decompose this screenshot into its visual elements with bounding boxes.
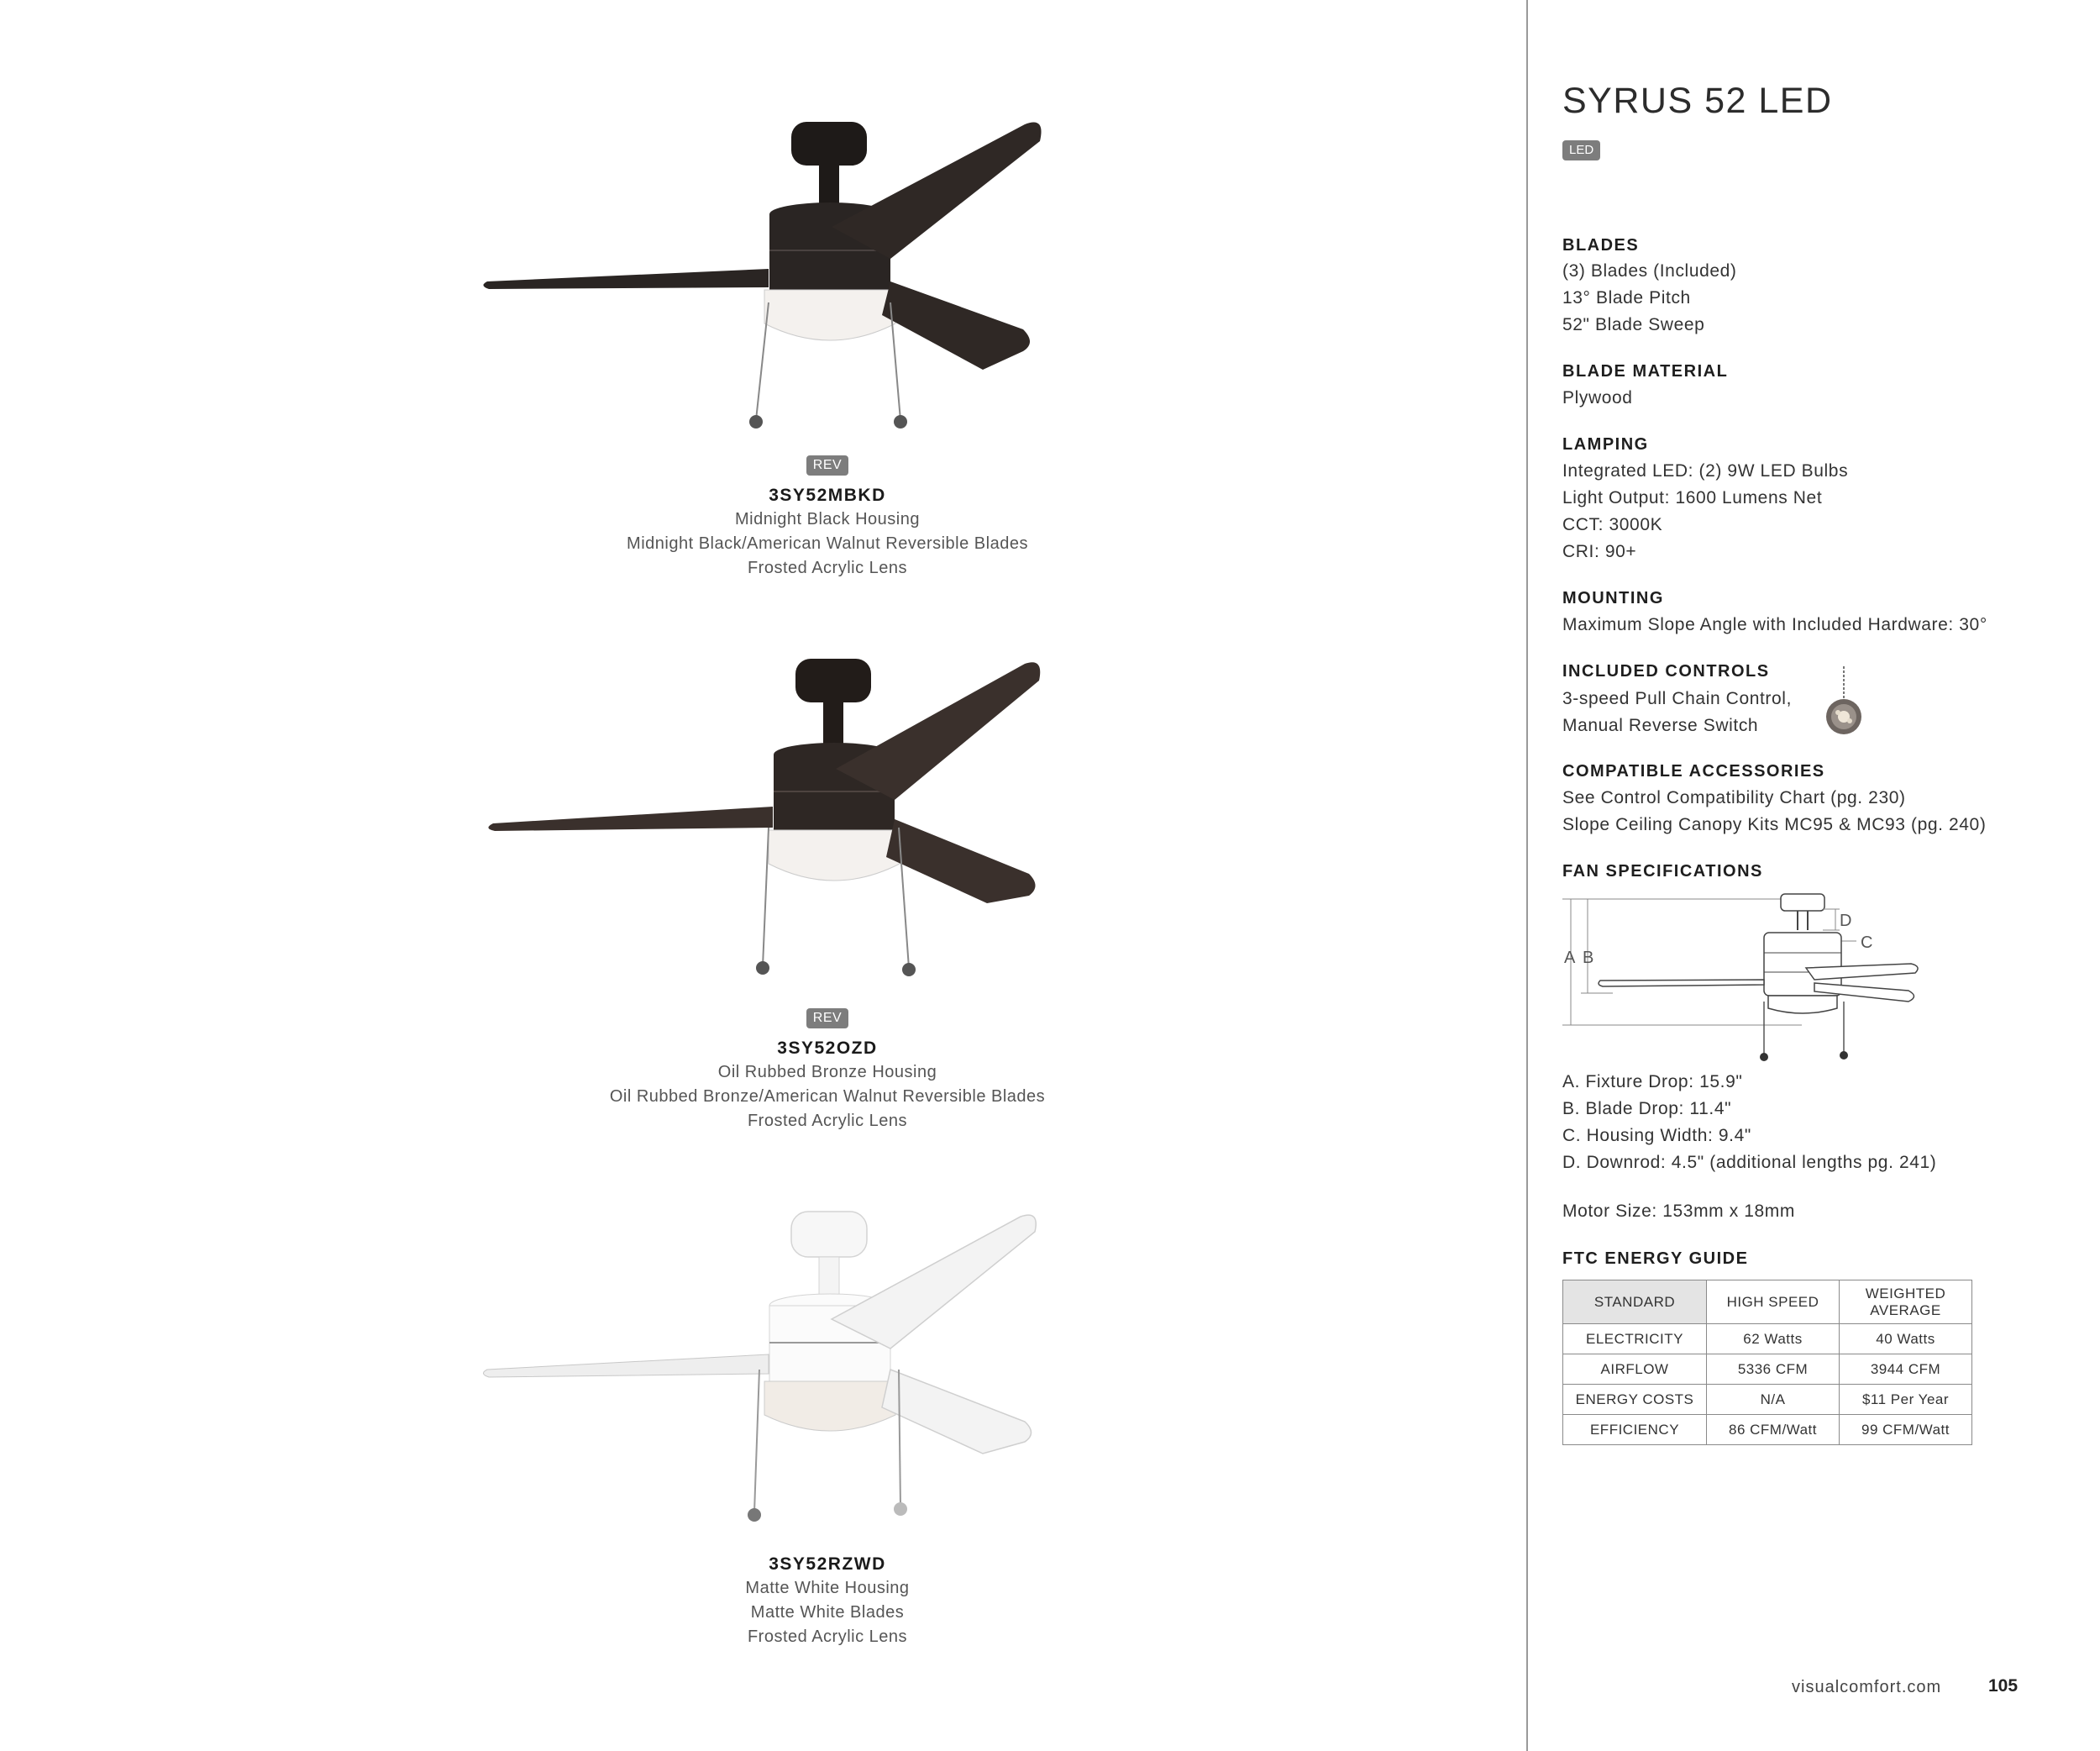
product-title: SYRUS 52 LED — [1562, 81, 1833, 121]
pull-chain-icon — [1823, 666, 1865, 735]
product-lens: Frosted Acrylic Lens — [747, 1112, 908, 1130]
dim-line: B. Blade Drop: 11.4" — [1562, 1099, 1732, 1118]
energy-cell: 3944 CFM — [1840, 1354, 1972, 1385]
motor-size: Motor Size: 153mm x 18mm — [1562, 1202, 1795, 1221]
dim-line: A. Fixture Drop: 15.9" — [1562, 1072, 1743, 1091]
energy-cell: 5336 CFM — [1707, 1354, 1840, 1385]
energy-cell: $11 Per Year — [1840, 1385, 1972, 1415]
fan-image-matte-white — [479, 1202, 1050, 1538]
page-number: 105 — [1988, 1676, 2019, 1696]
energy-guide-heading: FTC ENERGY GUIDE — [1562, 1249, 1749, 1268]
product-housing: Midnight Black Housing — [735, 510, 920, 528]
product-card — [470, 1008, 1184, 1133]
mounting-heading: MOUNTING — [1562, 589, 1664, 607]
blades-line: (3) Blades (Included) — [1562, 261, 1737, 281]
fan-specs-heading: FAN SPECIFICATIONS — [1562, 862, 1763, 881]
energy-row — [1563, 1415, 1972, 1445]
blades-heading: BLADES — [1562, 236, 1640, 255]
lamping-line: Integrated LED: (2) 9W LED Bulbs — [1562, 461, 1849, 481]
energy-cell: ELECTRICITY — [1563, 1324, 1707, 1354]
dim-line: D. Downrod: 4.5" (additional lengths pg. 241) — [1562, 1153, 1937, 1172]
lamping-line: CCT: 3000K — [1562, 515, 1663, 534]
footer-website: visualcomfort.com — [1792, 1678, 1942, 1696]
dim-label-d: D — [1840, 912, 1852, 930]
product-sku: 3SY52MBKD — [769, 486, 886, 505]
energy-cell: EFFICIENCY — [1563, 1415, 1707, 1445]
product-sku: 3SY52RZWD — [769, 1554, 886, 1574]
controls-heading: INCLUDED CONTROLS — [1562, 662, 1770, 681]
product-card — [470, 455, 1184, 581]
energy-row — [1563, 1385, 1972, 1415]
blades-line: 52" Blade Sweep — [1562, 315, 1705, 334]
mounting-line: Maximum Slope Angle with Included Hardware: 30° — [1562, 615, 1987, 634]
dim-label-a: A — [1564, 949, 1576, 967]
energy-header-standard: STANDARD — [1563, 1280, 1707, 1324]
energy-guide-table — [1562, 1280, 1972, 1445]
fan-dimension-diagram — [1562, 892, 1932, 1067]
product-blades: Oil Rubbed Bronze/American Walnut Reversible Blades — [609, 1087, 1046, 1106]
blades-line: 13° Blade Pitch — [1562, 288, 1691, 308]
product-blades: Midnight Black/American Walnut Reversible Blades — [627, 534, 1028, 553]
blade-material-heading: BLADE MATERIAL — [1562, 362, 1729, 381]
energy-cell: 86 CFM/Watt — [1707, 1415, 1840, 1445]
lamping-heading: LAMPING — [1562, 435, 1649, 454]
dim-label-b: B — [1583, 949, 1594, 967]
rev-badge: REV — [806, 455, 848, 476]
controls-line: Manual Reverse Switch — [1562, 716, 1759, 735]
product-lens: Frosted Acrylic Lens — [747, 1627, 908, 1646]
energy-header-average: AVERAGE — [1870, 1301, 1941, 1318]
controls-line: 3-speed Pull Chain Control, — [1562, 689, 1793, 708]
product-blades: Matte White Blades — [750, 1603, 905, 1622]
blade-material-line: Plywood — [1562, 388, 1633, 408]
dim-line: C. Housing Width: 9.4" — [1562, 1126, 1751, 1145]
accessories-line: Slope Ceiling Canopy Kits MC95 & MC93 (pg. 240) — [1562, 815, 1987, 834]
energy-row — [1563, 1324, 1972, 1354]
led-badge: LED — [1562, 140, 1600, 160]
energy-row — [1563, 1354, 1972, 1385]
energy-cell: 40 Watts — [1840, 1324, 1972, 1354]
energy-header-weighted-average — [1840, 1280, 1972, 1324]
product-card — [470, 1544, 1184, 1649]
energy-cell: N/A — [1707, 1385, 1840, 1415]
product-housing: Matte White Housing — [745, 1579, 910, 1597]
accessories-line: See Control Compatibility Chart (pg. 230) — [1562, 788, 1906, 807]
rev-badge: REV — [806, 1008, 848, 1028]
energy-cell: ENERGY COSTS — [1563, 1385, 1707, 1415]
accessories-heading: COMPATIBLE ACCESSORIES — [1562, 762, 1825, 781]
fan-image-midnight-black — [479, 109, 1050, 437]
fan-image-oil-rubbed-bronze — [483, 647, 1054, 983]
energy-header-high-speed: HIGH SPEED — [1707, 1280, 1840, 1324]
energy-cell: 62 Watts — [1707, 1324, 1840, 1354]
product-lens: Frosted Acrylic Lens — [747, 559, 908, 577]
energy-header-weighted: WEIGHTED — [1865, 1285, 1946, 1301]
page-divider — [1526, 0, 1528, 1751]
lamping-line: CRI: 90+ — [1562, 542, 1637, 561]
energy-cell: AIRFLOW — [1563, 1354, 1707, 1385]
product-sku: 3SY52OZD — [777, 1039, 878, 1058]
energy-cell: 99 CFM/Watt — [1840, 1415, 1972, 1445]
product-housing: Oil Rubbed Bronze Housing — [717, 1063, 937, 1081]
dim-label-c: C — [1861, 933, 1873, 952]
lamping-line: Light Output: 1600 Lumens Net — [1562, 488, 1823, 507]
